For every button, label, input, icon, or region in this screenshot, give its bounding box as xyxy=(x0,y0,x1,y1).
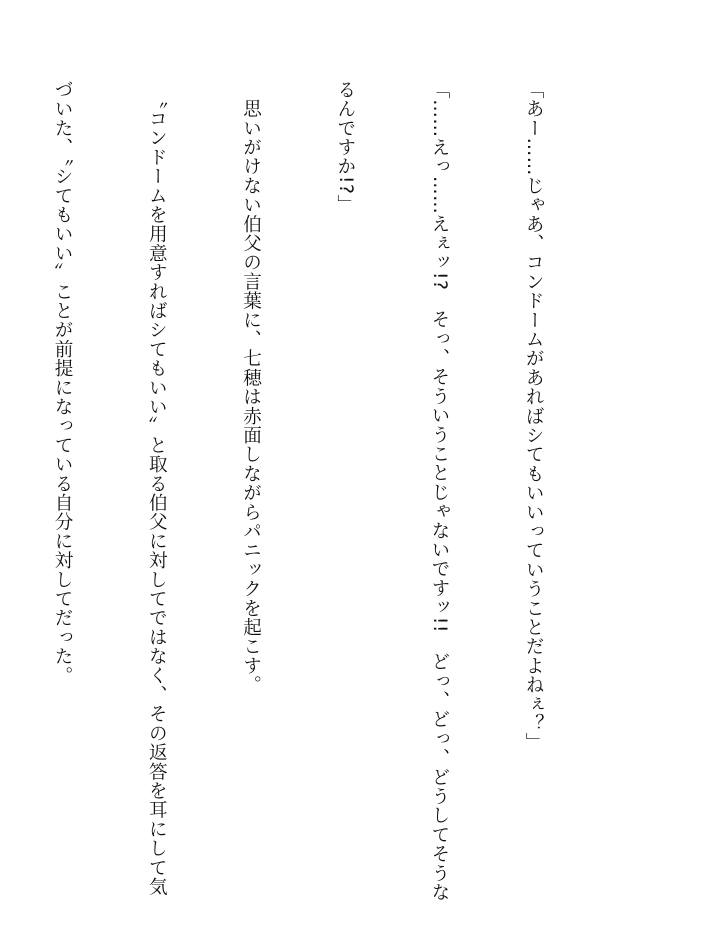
vertical-text-body xyxy=(0,80,612,902)
text-line: づいた、〝シてもいい〟ことが前提になっている自分に対してだった。 xyxy=(52,80,74,686)
text-line: 「あー……じゃあ、コンドームがあればシてもいいっていうことだよねぇ？」 xyxy=(523,80,545,752)
text-line: るんですか!?」 xyxy=(334,80,356,214)
text-line: 「……えっ……えぇッ!? そっ、そういうことじゃないですッ!! どっ、どっ、どうしてそうな xyxy=(428,80,450,902)
text-line: 〝コンドームを用意すればシてもいい〟と取る伯父に対してではなく、その返答を耳にして気 xyxy=(146,80,168,897)
text-line: 思いがけない伯父の言葉に、七穂は赤面しながらパニックを起こす。 xyxy=(240,80,262,695)
